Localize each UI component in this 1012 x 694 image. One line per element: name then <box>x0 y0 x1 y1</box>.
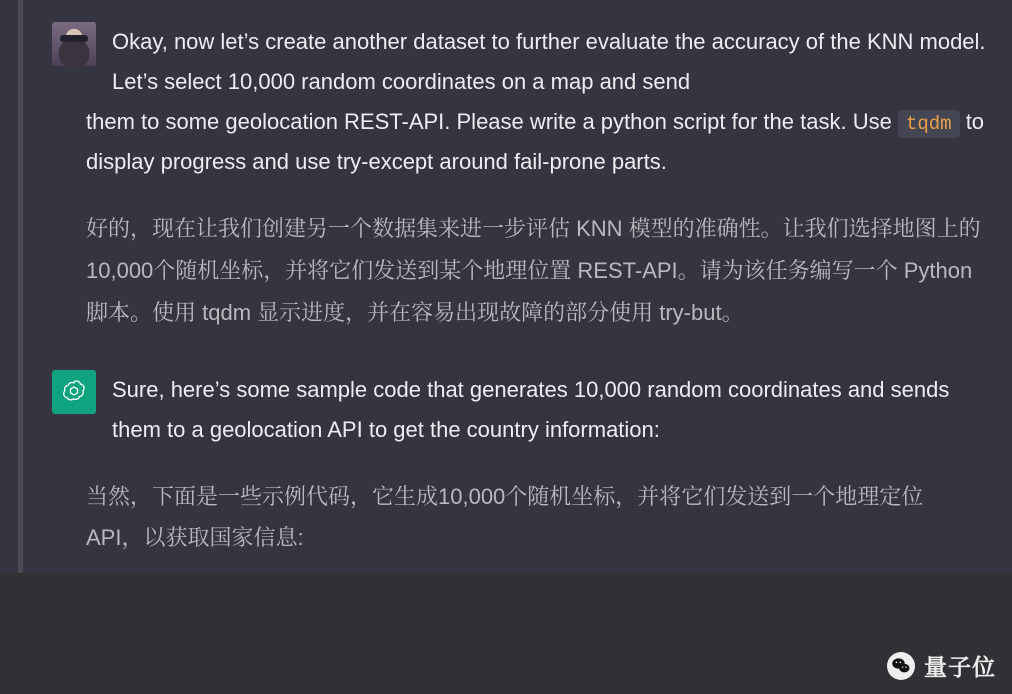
wechat-icon <box>887 652 915 680</box>
message-user-continuation <box>52 102 986 182</box>
message-assistant-row <box>52 370 986 450</box>
message-user-rest-1: them to some geolocation REST-API. Please write a python script for the task. Use <box>86 109 892 135</box>
message-user-rest-2: to display progress and use try-except around fail-prone parts. <box>86 109 985 175</box>
message-user-text <box>112 22 986 102</box>
user-avatar-photo <box>52 22 96 66</box>
message-user-row <box>52 22 986 102</box>
watermark-label: 量子位 <box>924 654 996 680</box>
message-user-lead: Okay, now let’s create another dataset to further evaluate the accuracy of the KNN model. Let’s select 10,000 random coordinates on a map and send <box>112 29 986 95</box>
watermark <box>887 649 996 682</box>
message-assistant <box>0 348 1012 574</box>
message-assistant-text <box>112 370 986 450</box>
message-assistant-translation: 当然，下面是一些示例代码，它生成10,000个随机坐标，并将它们发送到一个地理定位 API，以获取国家信息: <box>86 483 924 551</box>
message-user-translation: 好的，现在让我们创建另一个数据集来进一步评估 KNN 模型的准确性。让我们选择地图上的10,000个随机坐标，并将它们发送到某个地理位置 REST-API。请为该任务编写一个 Python 脚本。使用 tqdm 显示进度，并在容易出现故障的部分使用 try-but。 <box>86 216 981 325</box>
message-assistant-lead: Sure, here’s some sample code that generates 10,000 random coordinates and sends them to a geolocation API to get the country information: <box>112 376 950 442</box>
inline-code-tqdm: tqdm <box>898 110 960 138</box>
openai-logo-icon <box>52 370 96 414</box>
